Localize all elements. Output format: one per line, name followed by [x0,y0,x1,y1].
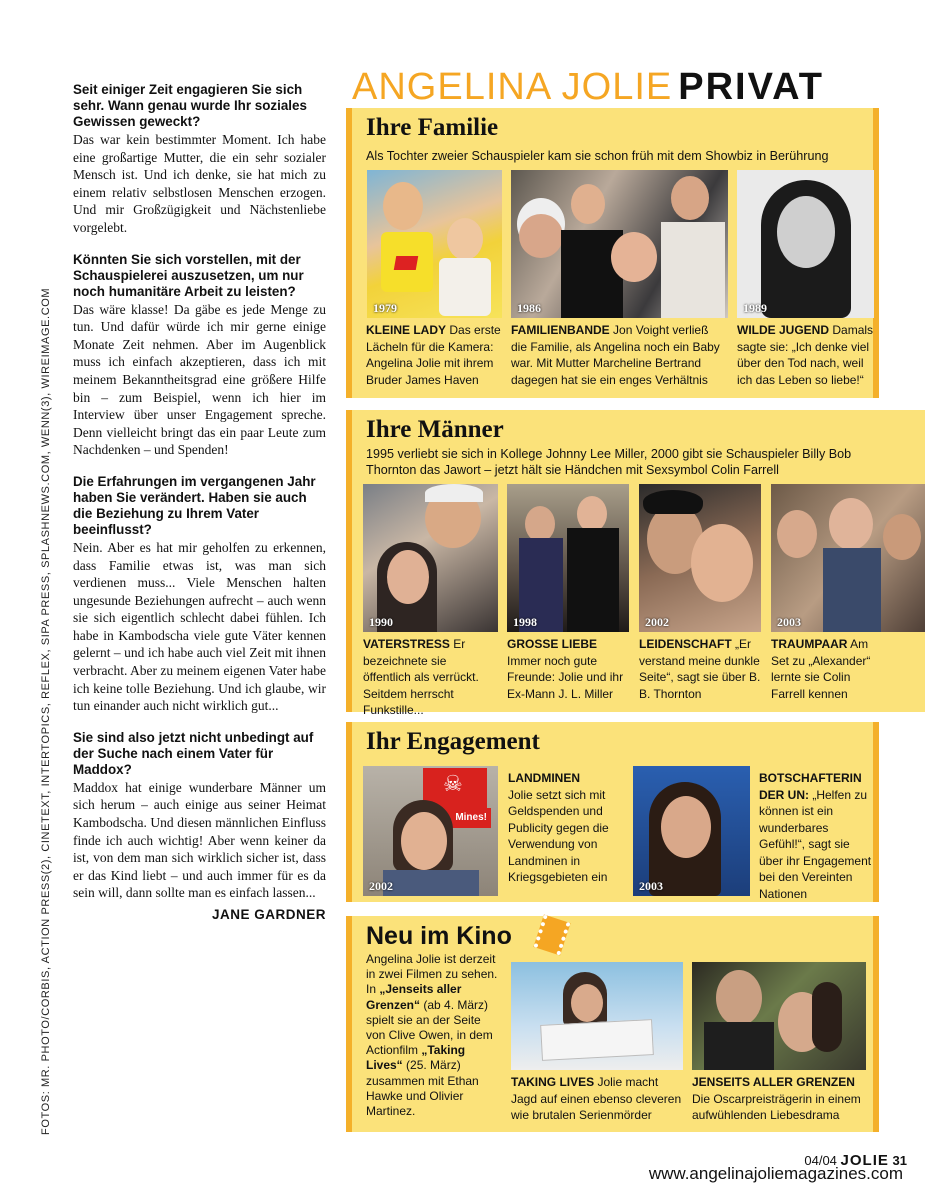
family-caption-1989 [737,322,875,388]
film-photo-jenseits [692,962,866,1070]
family-photo-1986 [511,170,728,318]
caption-head: TAKING LIVES [511,1075,595,1089]
caption-text: „Helfen zu können ist ein wunderbares Gefühl!“, sagt sie über ihr Engagement bei den Vereinten Nationen [759,787,872,901]
engagement-caption-landminen [508,770,618,886]
men-caption-1990 [363,636,495,719]
men-caption-2003 [771,636,883,702]
family-caption-1986 [511,322,726,388]
engagement-title: Ihr Engagement [366,728,540,755]
interview-column [73,82,326,922]
caption-head: FAMILIENBANDE [511,323,610,337]
question-3: Die Erfahrungen im vergangenen Jahr haben Sie verändert. Haben sie auch die Beziehung zu Ihrem Vater beeinflusst? [73,473,316,537]
magazine-name: JOLIE [840,1152,889,1169]
caption-text: „Er verstand meine dunkle Seite“, sagt sie über B. B. Thornton [639,637,761,701]
answer-4: Maddox hat einige wunderbare Männer um sich herum – auch einige aus seiner Heimat Kambodscha. Und diesen männlichen Einfluss finde ich auch wichtig! Aber wenn keiner da ist, von dem man sich wirklich sicher ist, dass er das Kind liebt – und auch immer für es da sein will, dann sollte man es einfach lassen... [73,779,326,901]
caption-text: Jolie macht Jagd auf einen ebenso cleveren wie brutalen Serienmörder [511,1075,682,1122]
caption-text: Das erste Lächeln für die Kamera: Angelina Jolie mit ihrem Bruder James Haven [366,323,501,387]
year-label: 1998 [513,615,537,629]
men-caption-1998 [507,636,631,702]
author-name: JANE GARDNER [211,907,326,922]
issue-number: 04/04 [804,1153,837,1168]
intro-text-3: (25. März) zusammen mit Ethan Hawke und Olivier Martinez. [366,1058,479,1119]
year-label: 2002 [369,879,393,893]
family-title: Ihre Familie [366,114,499,141]
photo-credits: FOTOS: MR. PHOTO/CORBIS, ACTION PRESS(2), CINETEXT, INTERTOPICS, REFLEX, SIPA PRESS, SPLASHNEWS.COM, WENN(3), WIREIMAGE.COM [40,287,52,1135]
engagement-caption-botschafterin [759,770,877,902]
caption-head: LANDMINEN [508,771,580,785]
men-photo-2003 [771,484,925,632]
family-caption-1979 [366,322,506,388]
caption-head: VATERSTRESS [363,637,450,651]
caption-text: Er bezeichnete sie öffentlich als verrückt. Seitdem herrscht Funkstille... [363,637,479,717]
year-label: 2002 [645,615,669,629]
question-1: Seit einiger Zeit engagieren Sie sich sehr. Wann genau wurde Ihr soziales Gewissen geweckt? [73,82,307,129]
film-strip-icon [533,915,570,956]
engagement-photo-2002 [363,766,498,896]
caption-text: Immer noch gute Freunde: Jolie und ihr Ex-Mann J. L. Miller [507,653,624,701]
family-panel [346,108,879,398]
answer-1: Das war kein bestimmter Moment. Ich habe eine großartige Mutter, die ein sehr sozialer Mensch ist. Und ich denke, sie hat mich zu einem relativ selbstlosen Menschen erzogen. Und mir Großzügigkeit und Nächstenliebe vorgelebt. [73,132,326,235]
family-photo-1979 [367,170,502,318]
men-photo-1998 [507,484,629,632]
film-caption-taking-lives [511,1074,683,1124]
caption-head: LEIDENSCHAFT [639,637,732,651]
year-label: 1990 [369,615,393,629]
year-label: 1979 [373,301,397,315]
caption-head: BOTSCHAFTERIN DER UN: [759,771,862,802]
skull-icon: ☠ [443,772,463,797]
question-2: Könnten Sie sich vorstellen, mit der Schauspielerei auszusetzen, um nur noch humanitäre Arbeit zu leisten? [73,251,304,299]
answer-3: Nein. Aber es hat mir geholfen zu erkennen, dass Familie etwas ist, was man sich verdienen muss... Viele Menschen halten ungesunde Beziehungen aufrecht – auch wenn sie sich eigentlich schlecht dabei fühlen. Ich habe in Kambodscha viele gute Väter kennen gelernt – und ich habe auch viel Zeit mit ihnen verbracht. Aber zu meinem eigenen Vater habe ich keine tolle Beziehung. Und ich glaube, wir tun einander auch nicht wirklich gut... [73,539,326,714]
intro-text-1: Angelina Jolie ist derzeit in zwei Filmen zu sehen. In [366,952,498,997]
engagement-photo-2003 [633,766,750,896]
engagement-panel [346,722,879,902]
page-headline [352,66,892,109]
men-photo-1990 [363,484,498,632]
intro-text-2: (ab 4. März) spielt sie an der Seite von Clive Owen, in dem Actionfilm [366,997,493,1058]
film-caption-jenseits [692,1074,870,1124]
question-4: Sie sind also jetzt nicht unbedingt auf der Suche nach einem Vater für Maddox? [73,729,314,777]
men-panel [346,410,925,717]
men-title: Ihre Männer [366,416,504,443]
caption-head: WILDE JUGEND [737,323,830,337]
family-subtitle: Als Tochter zweier Schauspieler kam sie schon früh mit dem Showbiz in Berührung [366,149,829,163]
watermark-url[interactable]: www.angelinajoliemagazines.com [648,1164,903,1183]
men-subtitle: 1995 verliebt sie sich in Kollege Johnny Lee Miller, 2000 gibt sie Schauspieler Billy Bob Thornton das Jawort – jetzt hält sie Händchen mit Sexsymbol Colin Farrell [366,447,852,477]
headline-bold: PRIVAT [678,66,824,108]
year-label: 1986 [517,301,541,315]
film-photo-taking-lives [511,962,683,1070]
year-label: 2003 [777,615,801,629]
cinema-intro [366,952,501,1119]
men-caption-2002 [639,636,765,702]
caption-text: Jolie setzt sich mit Geldspenden und Publicity gegen die Verwendung von Landminen in Kriegsgebieten ein [508,787,609,884]
mines-sign: Mines! [431,808,491,828]
caption-text: Am Set zu „Alexander“ lernte sie Colin Farrell kennen [771,637,871,701]
film-title-2: „Taking Lives“ [366,1043,466,1073]
caption-head: KLEINE LADY [366,323,447,337]
caption-text: Damals sagte sie: „Ich denke viel über den Tod nach, weil ich das Leben so liebe!“ [737,323,874,387]
headline-light: ANGELINA JOLIE [352,66,673,108]
men-photo-2002 [639,484,761,632]
answer-2: Das wäre klasse! Da gäbe es jede Menge zu tun. Und dafür würde ich mir gerne einige Monate Zeit nehmen. Aber im Augenblick muss ich einfach akzeptieren, dass ich mit meinem Bekanntheitsgrad eine größere Hilfe bin – zum Beispiel, wenn ich hier im Interview über unser Engagement spreche. Denn vielleicht bringt das ein paar Leute zum Nachdenken – und Spenden! [73,301,326,458]
caption-text: Die Oscarpreisträgerin in einem aufwühlenden Liebesdrama [692,1091,861,1122]
film-title-1: „Jenseits aller Grenzen“ [366,982,462,1012]
year-label: 1989 [743,301,767,315]
year-label: 2003 [639,879,663,893]
caption-text: Jon Voight verließ die Familie, als Angelina noch ein Baby war. Mit Mutter Marcheline Bertrand dagegen hat sie ein enges Verhältnis [511,323,720,387]
page-number: 31 [892,1153,907,1168]
cinema-panel [346,916,879,1132]
cinema-title: Neu im Kino [366,922,512,950]
caption-head: TRAUMPAAR [771,637,848,651]
caption-head: GROSSE LIEBE [507,637,598,651]
family-photo-1989 [737,170,874,318]
caption-head: JENSEITS ALLER GRENZEN [692,1075,855,1089]
